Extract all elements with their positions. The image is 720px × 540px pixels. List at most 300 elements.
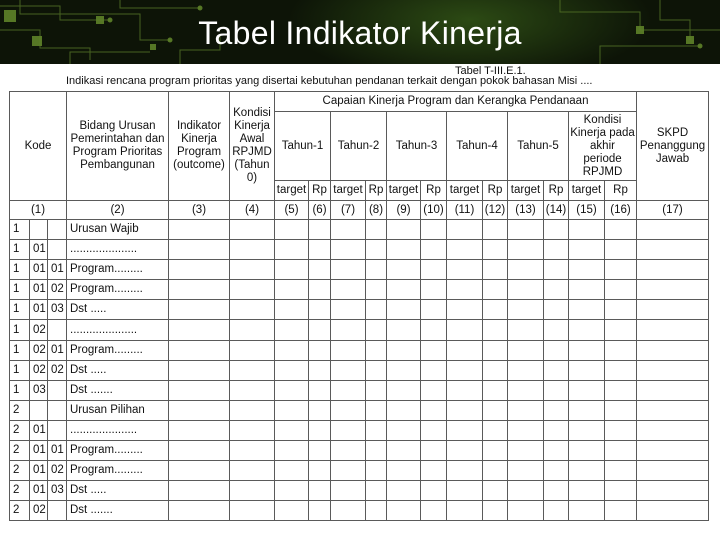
column-number-row (10, 201, 709, 220)
empty-cell (169, 380, 230, 400)
empty-cell (544, 360, 569, 380)
empty-cell (544, 400, 569, 420)
empty-cell (569, 300, 605, 320)
empty-cell (421, 481, 447, 501)
empty-cell (169, 280, 230, 300)
empty-cell (637, 461, 709, 481)
empty-cell (169, 501, 230, 521)
empty-cell (637, 360, 709, 380)
empty-cell (230, 220, 275, 240)
empty-cell (331, 441, 366, 461)
empty-cell (447, 501, 483, 521)
program-name: ..................... (67, 240, 169, 260)
empty-cell (387, 481, 421, 501)
empty-cell (569, 461, 605, 481)
empty-cell (169, 441, 230, 461)
empty-cell (544, 340, 569, 360)
code-level-2: 03 (30, 380, 48, 400)
program-name: Dst ..... (67, 481, 169, 501)
code-level-2: 01 (30, 240, 48, 260)
empty-cell (387, 300, 421, 320)
table-row (10, 360, 709, 380)
empty-cell (544, 380, 569, 400)
table-reference: Tabel T-III.E.1. (455, 65, 526, 77)
empty-cell (331, 380, 366, 400)
empty-cell (605, 461, 637, 481)
subheader-cell: Rp (421, 181, 447, 201)
empty-cell (508, 360, 544, 380)
table-row (10, 300, 709, 320)
empty-cell (309, 501, 331, 521)
table-row (10, 461, 709, 481)
code-level-1: 2 (10, 461, 30, 481)
code-level-2 (30, 400, 48, 420)
empty-cell (508, 340, 544, 360)
empty-cell (483, 220, 508, 240)
program-name: Program......... (67, 441, 169, 461)
empty-cell (508, 400, 544, 420)
code-level-2: 02 (30, 360, 48, 380)
empty-cell (421, 240, 447, 260)
empty-cell (508, 260, 544, 280)
empty-cell (605, 220, 637, 240)
program-name: ..................... (67, 320, 169, 340)
empty-cell (275, 320, 309, 340)
empty-cell (508, 220, 544, 240)
empty-cell (447, 441, 483, 461)
empty-cell (569, 320, 605, 340)
header-kode: Kode (10, 92, 67, 201)
empty-cell (637, 260, 709, 280)
program-name: Dst ..... (67, 360, 169, 380)
empty-cell (309, 340, 331, 360)
header-indikator: Indikator Kinerja Program (outcome) (169, 92, 230, 201)
empty-cell (544, 320, 569, 340)
empty-cell (447, 400, 483, 420)
empty-cell (421, 400, 447, 420)
empty-cell (331, 320, 366, 340)
empty-cell (309, 300, 331, 320)
empty-cell (331, 481, 366, 501)
empty-cell (230, 400, 275, 420)
empty-cell (508, 240, 544, 260)
empty-cell (169, 360, 230, 380)
program-name: Program......... (67, 340, 169, 360)
empty-cell (366, 340, 387, 360)
empty-cell (637, 300, 709, 320)
empty-cell (483, 260, 508, 280)
empty-cell (483, 501, 508, 521)
code-level-1: 1 (10, 360, 30, 380)
code-level-3 (48, 240, 67, 260)
empty-cell (569, 481, 605, 501)
empty-cell (605, 481, 637, 501)
empty-cell (421, 380, 447, 400)
header-year-2: Tahun-2 (331, 112, 387, 181)
empty-cell (605, 501, 637, 521)
empty-cell (275, 220, 309, 240)
empty-cell (331, 340, 366, 360)
table-row (10, 380, 709, 400)
empty-cell (169, 240, 230, 260)
empty-cell (421, 260, 447, 280)
empty-cell (169, 340, 230, 360)
column-number: (5) (275, 201, 309, 220)
empty-cell (483, 320, 508, 340)
program-name: Dst ..... (67, 300, 169, 320)
empty-cell (483, 400, 508, 420)
empty-cell (483, 420, 508, 440)
empty-cell (569, 501, 605, 521)
empty-cell (605, 420, 637, 440)
empty-cell (275, 360, 309, 380)
empty-cell (508, 300, 544, 320)
empty-cell (366, 220, 387, 240)
code-level-3: 01 (48, 340, 67, 360)
program-name: Program......... (67, 260, 169, 280)
empty-cell (569, 400, 605, 420)
empty-cell (605, 340, 637, 360)
empty-cell (544, 300, 569, 320)
empty-cell (421, 360, 447, 380)
column-number: (4) (230, 201, 275, 220)
column-number: (12) (483, 201, 508, 220)
empty-cell (230, 481, 275, 501)
code-level-3 (48, 400, 67, 420)
program-name: Program......... (67, 280, 169, 300)
code-level-3 (48, 501, 67, 521)
code-level-3: 03 (48, 481, 67, 501)
empty-cell (508, 280, 544, 300)
empty-cell (309, 320, 331, 340)
column-number: (13) (508, 201, 544, 220)
table-row (10, 220, 709, 240)
empty-cell (387, 360, 421, 380)
empty-cell (483, 481, 508, 501)
empty-cell (544, 420, 569, 440)
empty-cell (637, 380, 709, 400)
empty-cell (275, 441, 309, 461)
empty-cell (447, 420, 483, 440)
empty-cell (387, 441, 421, 461)
empty-cell (387, 340, 421, 360)
table-row (10, 481, 709, 501)
empty-cell (275, 240, 309, 260)
empty-cell (331, 360, 366, 380)
empty-cell (275, 420, 309, 440)
code-level-2: 02 (30, 340, 48, 360)
empty-cell (387, 280, 421, 300)
empty-cell (169, 400, 230, 420)
empty-cell (230, 380, 275, 400)
title-banner (0, 0, 720, 64)
empty-cell (169, 260, 230, 280)
empty-cell (309, 360, 331, 380)
empty-cell (230, 300, 275, 320)
empty-cell (447, 260, 483, 280)
empty-cell (447, 280, 483, 300)
empty-cell (275, 340, 309, 360)
empty-cell (605, 260, 637, 280)
table-row (10, 441, 709, 461)
code-level-2: 02 (30, 320, 48, 340)
header-bidang: Bidang Urusan Pemerintahan dan Program Prioritas Pembangunan (67, 92, 169, 201)
subheader-cell: target (447, 181, 483, 201)
empty-cell (366, 461, 387, 481)
empty-cell (637, 280, 709, 300)
empty-cell (483, 280, 508, 300)
empty-cell (569, 220, 605, 240)
empty-cell (309, 400, 331, 420)
empty-cell (169, 481, 230, 501)
code-level-1: 2 (10, 400, 30, 420)
empty-cell (169, 461, 230, 481)
empty-cell (331, 461, 366, 481)
column-number: (6) (309, 201, 331, 220)
empty-cell (421, 420, 447, 440)
empty-cell (366, 441, 387, 461)
code-level-2 (30, 220, 48, 240)
empty-cell (544, 280, 569, 300)
empty-cell (387, 400, 421, 420)
program-name: Urusan Pilihan (67, 400, 169, 420)
empty-cell (387, 260, 421, 280)
empty-cell (483, 380, 508, 400)
empty-cell (230, 240, 275, 260)
empty-cell (508, 501, 544, 521)
code-level-1: 2 (10, 501, 30, 521)
empty-cell (275, 461, 309, 481)
empty-cell (366, 400, 387, 420)
empty-cell (309, 481, 331, 501)
code-level-1: 2 (10, 481, 30, 501)
code-level-3: 02 (48, 461, 67, 481)
empty-cell (366, 280, 387, 300)
empty-cell (483, 360, 508, 380)
indicator-table (9, 91, 709, 521)
code-level-3: 03 (48, 300, 67, 320)
code-level-2: 01 (30, 441, 48, 461)
column-number: (16) (605, 201, 637, 220)
column-number: (17) (637, 201, 709, 220)
table-row (10, 501, 709, 521)
empty-cell (366, 240, 387, 260)
empty-cell (447, 300, 483, 320)
empty-cell (569, 441, 605, 461)
column-number: (10) (421, 201, 447, 220)
empty-cell (605, 320, 637, 340)
empty-cell (230, 320, 275, 340)
empty-cell (447, 360, 483, 380)
empty-cell (366, 320, 387, 340)
code-level-3: 01 (48, 260, 67, 280)
subheader-cell: target (569, 181, 605, 201)
column-number: (7) (331, 201, 366, 220)
empty-cell (169, 220, 230, 240)
empty-cell (605, 441, 637, 461)
empty-cell (447, 220, 483, 240)
empty-cell (275, 380, 309, 400)
empty-cell (508, 380, 544, 400)
empty-cell (366, 481, 387, 501)
header-year-1: Tahun-1 (275, 112, 331, 181)
header-capaian: Capaian Kinerja Program dan Kerangka Pendanaan (275, 92, 637, 112)
content-area (0, 64, 720, 540)
empty-cell (447, 481, 483, 501)
empty-cell (230, 420, 275, 440)
code-level-2: 01 (30, 280, 48, 300)
empty-cell (483, 441, 508, 461)
empty-cell (387, 220, 421, 240)
code-level-1: 2 (10, 441, 30, 461)
empty-cell (275, 300, 309, 320)
empty-cell (309, 380, 331, 400)
empty-cell (421, 441, 447, 461)
empty-cell (544, 481, 569, 501)
subheader-cell: Rp (309, 181, 331, 201)
code-level-1: 1 (10, 220, 30, 240)
empty-cell (169, 320, 230, 340)
column-number: (11) (447, 201, 483, 220)
empty-cell (421, 340, 447, 360)
program-name: Dst ....... (67, 380, 169, 400)
empty-cell (387, 320, 421, 340)
empty-cell (230, 340, 275, 360)
empty-cell (569, 360, 605, 380)
empty-cell (483, 300, 508, 320)
code-level-2: 01 (30, 481, 48, 501)
table-row (10, 400, 709, 420)
subheader-cell: Rp (605, 181, 637, 201)
empty-cell (366, 420, 387, 440)
empty-cell (637, 320, 709, 340)
empty-cell (230, 360, 275, 380)
empty-cell (275, 501, 309, 521)
empty-cell (544, 441, 569, 461)
empty-cell (331, 501, 366, 521)
empty-cell (309, 420, 331, 440)
empty-cell (366, 501, 387, 521)
empty-cell (508, 320, 544, 340)
empty-cell (637, 420, 709, 440)
code-level-3: 02 (48, 360, 67, 380)
empty-cell (230, 461, 275, 481)
code-level-2: 02 (30, 501, 48, 521)
empty-cell (483, 461, 508, 481)
empty-cell (387, 420, 421, 440)
empty-cell (366, 380, 387, 400)
empty-cell (483, 340, 508, 360)
code-level-3: 02 (48, 280, 67, 300)
empty-cell (331, 260, 366, 280)
empty-cell (637, 501, 709, 521)
table-caption: Indikasi rencana program prioritas yang disertai kebutuhan pendanan terkait dengan pokok bahasan Misi .... (66, 75, 593, 87)
empty-cell (421, 280, 447, 300)
empty-cell (309, 441, 331, 461)
empty-cell (605, 400, 637, 420)
empty-cell (569, 420, 605, 440)
empty-cell (637, 220, 709, 240)
program-name: Program......... (67, 461, 169, 481)
empty-cell (569, 240, 605, 260)
subheader-cell: Rp (483, 181, 508, 201)
slide-title: Tabel Indikator Kinerja (198, 15, 522, 51)
empty-cell (366, 360, 387, 380)
code-level-3: 01 (48, 441, 67, 461)
header-year-4: Tahun-4 (447, 112, 508, 181)
empty-cell (387, 501, 421, 521)
empty-cell (605, 360, 637, 380)
subheader-cell: Rp (366, 181, 387, 201)
empty-cell (544, 501, 569, 521)
empty-cell (421, 220, 447, 240)
empty-cell (637, 340, 709, 360)
empty-cell (275, 280, 309, 300)
subheader-cell: target (387, 181, 421, 201)
empty-cell (230, 441, 275, 461)
empty-cell (309, 240, 331, 260)
code-level-2: 01 (30, 461, 48, 481)
program-name: ..................... (67, 420, 169, 440)
table-row (10, 340, 709, 360)
empty-cell (508, 441, 544, 461)
empty-cell (569, 280, 605, 300)
empty-cell (637, 441, 709, 461)
empty-cell (605, 300, 637, 320)
code-level-1: 2 (10, 420, 30, 440)
column-number: (14) (544, 201, 569, 220)
empty-cell (309, 260, 331, 280)
column-number: (3) (169, 201, 230, 220)
code-level-1: 1 (10, 300, 30, 320)
empty-cell (309, 220, 331, 240)
table-row (10, 280, 709, 300)
empty-cell (421, 461, 447, 481)
empty-cell (544, 260, 569, 280)
empty-cell (331, 220, 366, 240)
header-skpd: SKPD Penanggung Jawab (637, 92, 709, 201)
empty-cell (421, 501, 447, 521)
empty-cell (421, 300, 447, 320)
empty-cell (508, 461, 544, 481)
empty-cell (387, 461, 421, 481)
code-level-3 (48, 380, 67, 400)
empty-cell (605, 240, 637, 260)
empty-cell (569, 260, 605, 280)
empty-cell (447, 380, 483, 400)
empty-cell (637, 481, 709, 501)
empty-cell (637, 400, 709, 420)
empty-cell (230, 260, 275, 280)
empty-cell (605, 380, 637, 400)
table-row (10, 420, 709, 440)
empty-cell (447, 320, 483, 340)
empty-cell (544, 240, 569, 260)
empty-cell (544, 461, 569, 481)
table-row (10, 260, 709, 280)
empty-cell (331, 300, 366, 320)
subheader-cell: Rp (544, 181, 569, 201)
header-year-5: Tahun-5 (508, 112, 569, 181)
table-row (10, 320, 709, 340)
empty-cell (169, 300, 230, 320)
empty-cell (447, 240, 483, 260)
header-kondisi-awal: Kondisi Kinerja Awal RPJMD (Tahun 0) (230, 92, 275, 201)
table-row (10, 240, 709, 260)
empty-cell (169, 420, 230, 440)
empty-cell (230, 501, 275, 521)
empty-cell (544, 220, 569, 240)
